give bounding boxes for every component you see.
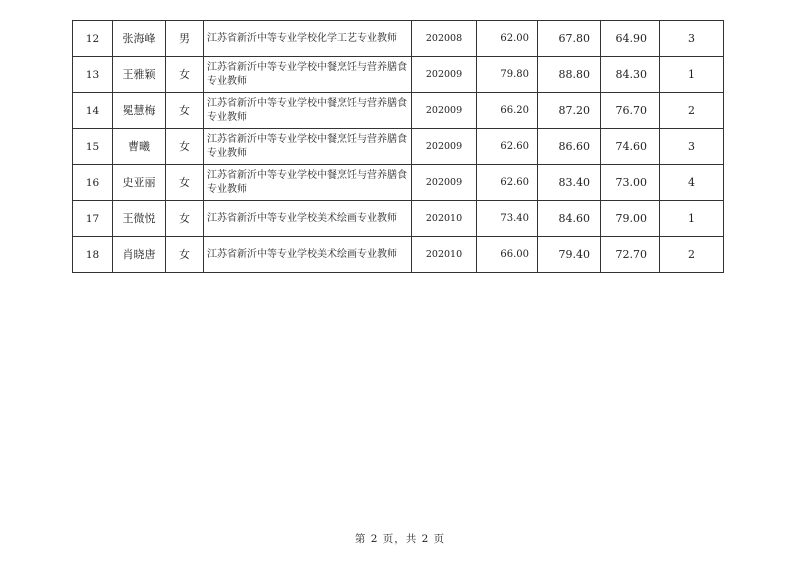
row-number-cell: 17 bbox=[73, 201, 113, 237]
gender-cell: 女 bbox=[166, 93, 204, 129]
interview-score-cell: 84.60 bbox=[538, 201, 601, 237]
position-title-cell: 江苏省新沂中等专业学校化学工艺专业教师 bbox=[204, 21, 412, 57]
written-score-cell: 62.60 bbox=[477, 129, 538, 165]
gender-cell: 女 bbox=[166, 201, 204, 237]
candidate-name-cell: 王微悦 bbox=[113, 201, 166, 237]
position-code-cell: 202009 bbox=[412, 93, 477, 129]
position-title-cell: 江苏省新沂中等专业学校美术绘画专业教师 bbox=[204, 237, 412, 273]
row-number-cell: 13 bbox=[73, 57, 113, 93]
position-title-cell: 江苏省新沂中等专业学校美术绘画专业教师 bbox=[204, 201, 412, 237]
position-code-cell: 202009 bbox=[412, 57, 477, 93]
total-score-cell: 79.00 bbox=[601, 201, 660, 237]
total-score-cell: 73.00 bbox=[601, 165, 660, 201]
gender-cell: 女 bbox=[166, 237, 204, 273]
table-row bbox=[73, 201, 724, 237]
written-score-cell: 62.60 bbox=[477, 165, 538, 201]
table-body bbox=[73, 21, 724, 273]
position-title-cell: 江苏省新沂中等专业学校中餐烹饪与营养膳食专业教师 bbox=[204, 57, 412, 93]
rank-cell: 1 bbox=[660, 57, 724, 93]
gender-cell: 女 bbox=[166, 57, 204, 93]
total-score-cell: 84.30 bbox=[601, 57, 660, 93]
gender-cell: 男 bbox=[166, 21, 204, 57]
total-score-cell: 76.70 bbox=[601, 93, 660, 129]
rank-cell: 3 bbox=[660, 129, 724, 165]
written-score-cell: 79.80 bbox=[477, 57, 538, 93]
rank-cell: 4 bbox=[660, 165, 724, 201]
rank-cell: 2 bbox=[660, 93, 724, 129]
table-row bbox=[73, 237, 724, 273]
position-code-cell: 202008 bbox=[412, 21, 477, 57]
position-code-cell: 202009 bbox=[412, 129, 477, 165]
gender-cell: 女 bbox=[166, 129, 204, 165]
total-score-cell: 64.90 bbox=[601, 21, 660, 57]
table-row bbox=[73, 165, 724, 201]
interview-score-cell: 67.80 bbox=[538, 21, 601, 57]
interview-score-cell: 83.40 bbox=[538, 165, 601, 201]
row-number-cell: 12 bbox=[73, 21, 113, 57]
total-score-cell: 74.60 bbox=[601, 129, 660, 165]
written-score-cell: 73.40 bbox=[477, 201, 538, 237]
results-table bbox=[72, 20, 724, 273]
total-score-cell: 72.70 bbox=[601, 237, 660, 273]
position-title-cell: 江苏省新沂中等专业学校中餐烹饪与营养膳食专业教师 bbox=[204, 165, 412, 201]
interview-score-cell: 87.20 bbox=[538, 93, 601, 129]
candidate-name-cell: 王雅颖 bbox=[113, 57, 166, 93]
interview-score-cell: 88.80 bbox=[538, 57, 601, 93]
table-row bbox=[73, 21, 724, 57]
row-number-cell: 16 bbox=[73, 165, 113, 201]
position-title-cell: 江苏省新沂中等专业学校中餐烹饪与营养膳食专业教师 bbox=[204, 129, 412, 165]
table-row bbox=[73, 57, 724, 93]
rank-cell: 2 bbox=[660, 237, 724, 273]
gender-cell: 女 bbox=[166, 165, 204, 201]
interview-score-cell: 86.60 bbox=[538, 129, 601, 165]
position-code-cell: 202010 bbox=[412, 201, 477, 237]
row-number-cell: 14 bbox=[73, 93, 113, 129]
position-title-cell: 江苏省新沂中等专业学校中餐烹饪与营养膳食专业教师 bbox=[204, 93, 412, 129]
candidate-name-cell: 冕慧梅 bbox=[113, 93, 166, 129]
row-number-cell: 15 bbox=[73, 129, 113, 165]
table-row bbox=[73, 129, 724, 165]
table-row bbox=[73, 93, 724, 129]
position-code-cell: 202010 bbox=[412, 237, 477, 273]
row-number-cell: 18 bbox=[73, 237, 113, 273]
position-code-cell: 202009 bbox=[412, 165, 477, 201]
interview-score-cell: 79.40 bbox=[538, 237, 601, 273]
page-number-footer: 第 2 页，共 2 页 bbox=[354, 533, 446, 545]
written-score-cell: 62.00 bbox=[477, 21, 538, 57]
candidate-name-cell: 张海峰 bbox=[113, 21, 166, 57]
rank-cell: 1 bbox=[660, 201, 724, 237]
candidate-name-cell: 曹曦 bbox=[113, 129, 166, 165]
written-score-cell: 66.20 bbox=[477, 93, 538, 129]
rank-cell: 3 bbox=[660, 21, 724, 57]
candidate-name-cell: 史亚丽 bbox=[113, 165, 166, 201]
written-score-cell: 66.00 bbox=[477, 237, 538, 273]
candidate-name-cell: 肖晓唐 bbox=[113, 237, 166, 273]
